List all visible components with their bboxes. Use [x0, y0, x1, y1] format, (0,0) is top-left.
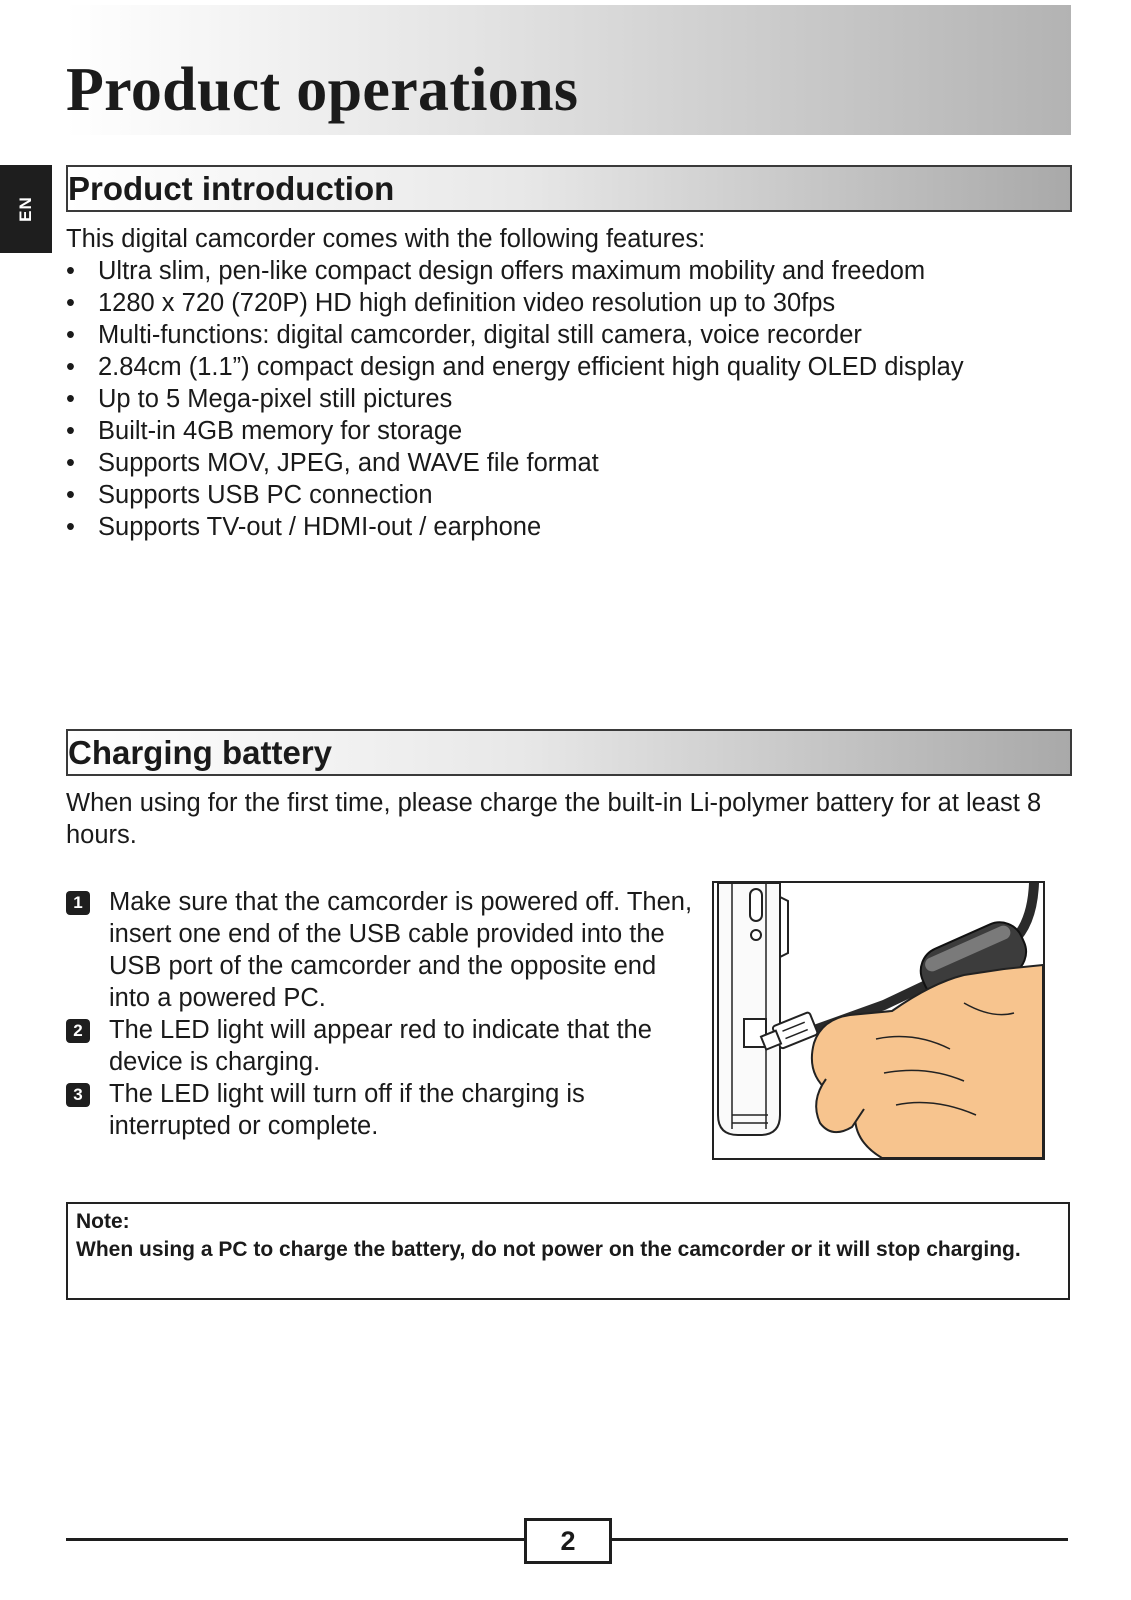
intro-section-header: [66, 165, 1072, 212]
bullet-icon: •: [66, 385, 75, 413]
feature-text: Supports USB PC connection: [98, 481, 433, 509]
step-item: [66, 1078, 696, 1142]
step-number-badge: 3: [66, 1083, 90, 1107]
feature-list: [66, 255, 964, 543]
note-box: [66, 1202, 1070, 1300]
bullet-icon: •: [66, 321, 75, 349]
step-text: Make sure that the camcorder is powered off. Then, insert one end of the USB cable provided into the USB port of the camcorder and the opposite end into a powered PC.: [109, 888, 693, 1012]
language-tab: [0, 165, 52, 253]
intro-heading: Product introduction: [68, 170, 395, 207]
feature-text: 1280 x 720 (720P) HD high definition video resolution up to 30fps: [98, 289, 836, 317]
feature-text: Ultra slim, pen-like compact design offers maximum mobility and freedom: [98, 257, 926, 285]
bullet-icon: •: [66, 289, 75, 317]
list-item: [66, 415, 964, 447]
feature-text: Supports MOV, JPEG, and WAVE file format: [98, 449, 599, 477]
hand-plugging-usb-cable-icon: [714, 883, 1043, 1158]
page-number: 2: [524, 1518, 612, 1564]
language-tab-label: EN: [16, 196, 35, 222]
list-item: [66, 511, 964, 543]
charging-section-header: [66, 729, 1072, 776]
footer-rule-left: [66, 1538, 526, 1541]
bullet-icon: •: [66, 353, 75, 381]
list-item: [66, 447, 964, 479]
list-item: [66, 383, 964, 415]
step-number-badge: 2: [66, 1019, 90, 1043]
bullet-icon: •: [66, 481, 75, 509]
bullet-icon: •: [66, 417, 75, 445]
bullet-icon: •: [66, 513, 75, 541]
charging-heading: Charging battery: [68, 734, 333, 771]
step-text: The LED light will appear red to indicate that the device is charging.: [109, 1016, 652, 1076]
note-label: Note:: [76, 1210, 130, 1233]
footer-rule-right: [604, 1538, 1068, 1541]
step-item: [66, 886, 696, 1014]
bullet-icon: •: [66, 449, 75, 477]
list-item: [66, 255, 964, 287]
charging-lead: When using for the first time, please charge the built-in Li-polymer battery for at least 8 hours.: [66, 789, 1042, 849]
feature-text: 2.84cm (1.1”) compact design and energy efficient high quality OLED display: [98, 353, 964, 381]
note-text: When using a PC to charge the battery, do not power on the camcorder or it will stop charging.: [76, 1238, 1021, 1261]
list-item: [66, 287, 964, 319]
feature-text: Supports TV-out / HDMI-out / earphone: [98, 513, 542, 541]
charging-steps: [66, 886, 696, 1142]
feature-text: Up to 5 Mega-pixel still pictures: [98, 385, 453, 413]
step-text: The LED light will turn off if the charging is interrupted or complete.: [109, 1080, 585, 1140]
bullet-icon: •: [66, 257, 75, 285]
step-item: [66, 1014, 696, 1078]
feature-text: Built-in 4GB memory for storage: [98, 417, 463, 445]
list-item: [66, 479, 964, 511]
list-item: [66, 351, 964, 383]
feature-text: Multi-functions: digital camcorder, digital still camera, voice recorder: [98, 321, 862, 349]
step-number-badge: 1: [66, 891, 90, 915]
list-item: [66, 319, 964, 351]
page-title: Product operations: [66, 56, 579, 124]
intro-lead: This digital camcorder comes with the following features:: [66, 225, 706, 253]
usb-charging-illustration: [712, 881, 1045, 1160]
